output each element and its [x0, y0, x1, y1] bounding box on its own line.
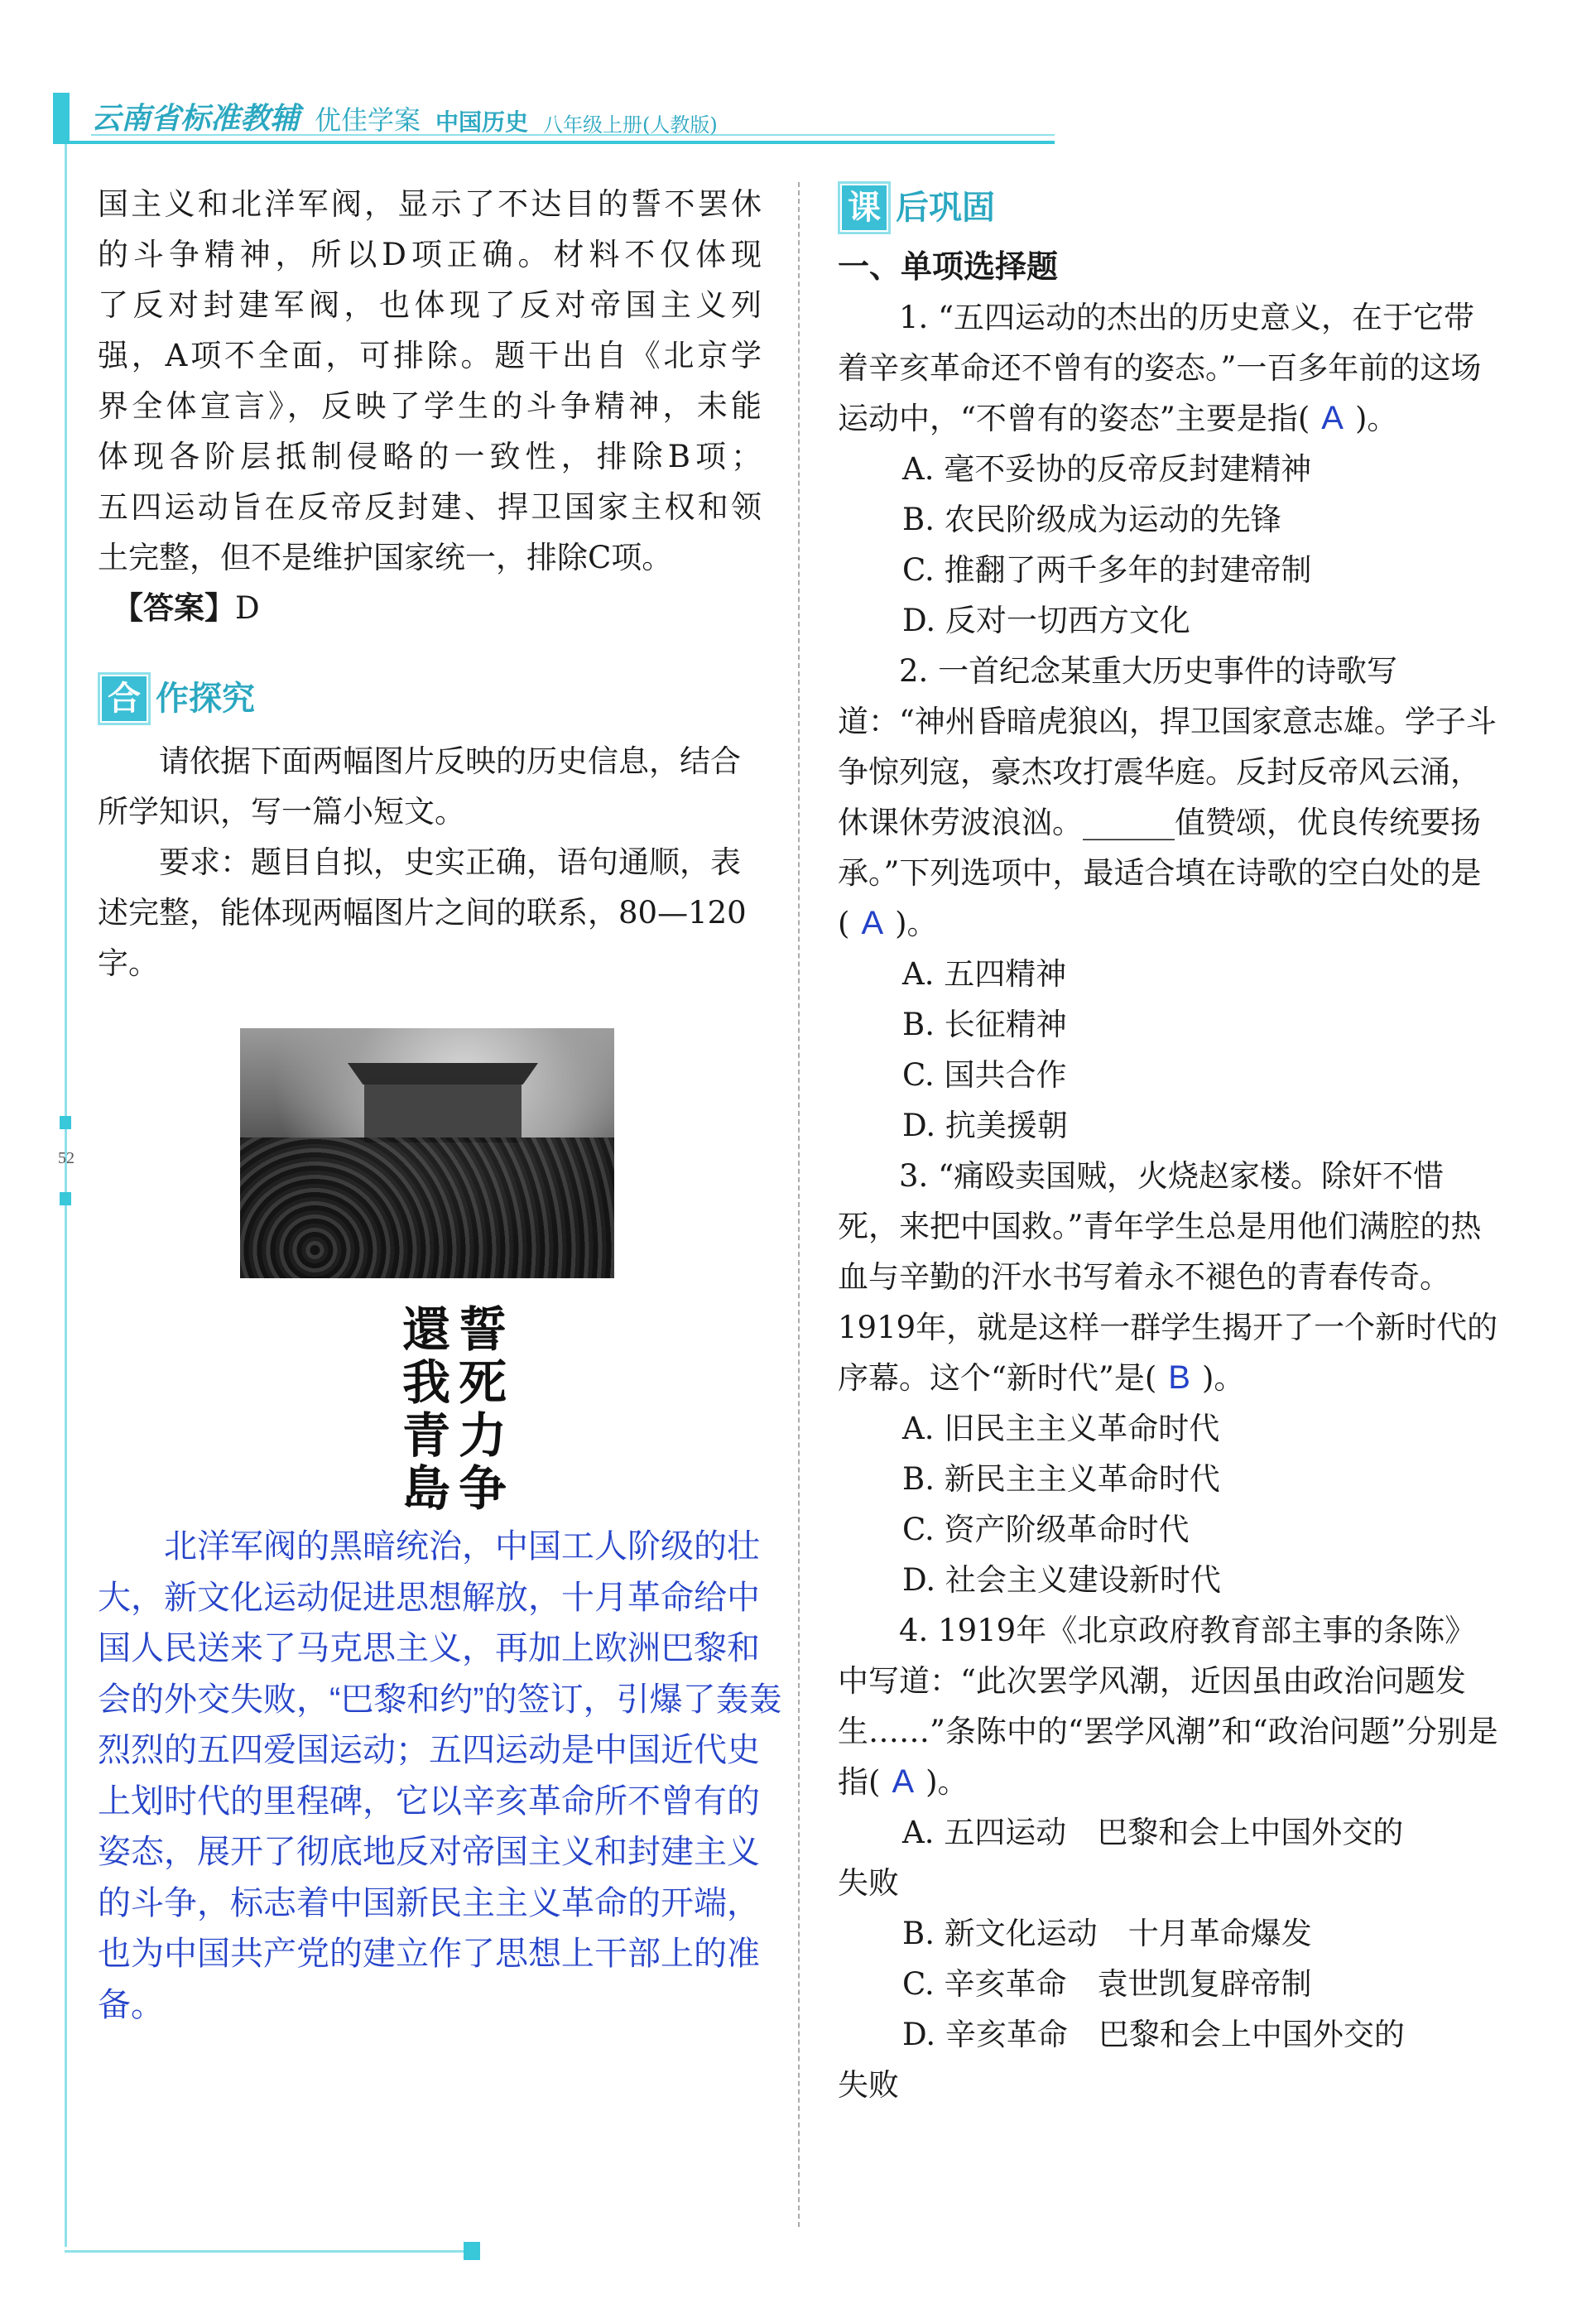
calligraphy-char: 力: [458, 1407, 507, 1464]
question-3-option: C. 资产阶级革命时代: [902, 1512, 1190, 1547]
calligraphy-char: 青: [401, 1407, 450, 1464]
question-2-option: D. 抗美援朝: [902, 1108, 1068, 1143]
header-subject: 中国历史: [435, 108, 529, 136]
calligraphy-slogan: [374, 1303, 507, 1518]
question-4-option: B. 新文化运动 十月革命爆发: [902, 1916, 1312, 1951]
question-1-option: B. 农民阶级成为运动的先锋: [902, 502, 1281, 537]
crowd-shape: [240, 1137, 614, 1278]
header-brand: 云南省标准教辅: [91, 101, 300, 136]
question-3-option: A. 旧民主主义革命时代: [902, 1411, 1220, 1446]
explanation-line: 的斗争精神，所以D项正确。材料不仅体现: [98, 237, 762, 272]
question-4-option: A. 五四运动 巴黎和会上中国外交的: [902, 1815, 1404, 1850]
explanation-line: 了反对封建军阀，也体现了反对帝国主义列: [98, 287, 762, 323]
calligraphy-char: 死: [458, 1354, 507, 1411]
calligraphy-column-right: [459, 1303, 507, 1518]
task-prompt: 请依据下面两幅图片反映的历史信息，结合所学知识，写一篇小短文。: [98, 743, 741, 830]
question-2-option: B. 长征精神: [902, 1007, 1067, 1042]
footer-marker: [464, 2242, 480, 2260]
header-series: 优佳学案: [315, 104, 421, 136]
calligraphy-char: 誓: [458, 1301, 507, 1358]
calligraphy-char: 島: [401, 1460, 450, 1517]
running-header: [91, 98, 718, 137]
question-4-option: C. 辛亥革命 袁世凯复辟帝制: [902, 1966, 1312, 2002]
explanation-line: 国主义和北洋军阀，显示了不达目的誓不罢休: [98, 186, 762, 222]
question-1-option: A. 毫不妥协的反帝反封建精神: [902, 451, 1312, 487]
section-heading-review: [838, 179, 1500, 237]
section-badge-icon: 合: [98, 672, 151, 725]
may-fourth-protest-photo: [240, 1028, 614, 1278]
question-3-stem: 3. “痛殴卖国贼，火烧赵家楼。除奸不惜死，来把中国救。”青年学生总是用他们满腔的热血与辛勤的汗水书写着永不褪色的青春传奇。1919年，就是这样一群学生揭开了一个新时代的序幕。这个“新时代”是( B )。: [838, 1158, 1498, 1396]
question-2-option: C. 国共合作: [902, 1057, 1067, 1093]
tiananmen-gate-shape: [364, 1078, 522, 1142]
question-3-option: B. 新民主主义革命时代: [902, 1461, 1220, 1497]
calligraphy-char: 我: [401, 1354, 450, 1411]
question-4-answer: A: [892, 1763, 915, 1800]
page-number: 52: [58, 1149, 75, 1167]
question-4-stem: 4. 1919年《北京政府教育部主事的条陈》中写道：“此次罢学风潮，近因虽由政治问题发生……”条陈中的“罢学风潮”和“政治问题”分别是指( A )。: [838, 1613, 1498, 1800]
explanation-line: 五四运动旨在反帝反封建、捍卫国家主权和领: [98, 489, 762, 525]
question-1-answer: A: [1321, 400, 1344, 436]
section-heading-cooperation: [98, 670, 762, 728]
question-4-option-wrap: 失败: [838, 2067, 899, 2103]
question-3-option: D. 社会主义建设新时代: [902, 1562, 1221, 1598]
answer-line: [98, 583, 762, 633]
calligraphy-column-left: [402, 1303, 450, 1518]
section-badge-icon: 课: [838, 181, 891, 234]
question-3-answer: B: [1168, 1359, 1190, 1396]
question-1-stem: 1. “五四运动的杰出的历史意义，在于它带着辛亥革命还不曾有的姿态。”一百多年前的这场运动中，“不曾有的姿态”主要是指( A )。: [838, 300, 1482, 436]
explanation-line: 强，A项不全面，可排除。题干出自《北京学: [98, 338, 762, 373]
explanation-line: 界全体宣言》，反映了学生的斗争精神，未能: [98, 388, 762, 424]
section-title: 后巩固: [896, 188, 995, 227]
question-1-option: C. 推翻了两千多年的封建帝制: [902, 552, 1312, 588]
answer-value: D: [235, 590, 260, 626]
left-column: [98, 179, 762, 988]
margin-tab-bottom: [60, 1192, 71, 1205]
section-title: 作探究: [156, 679, 255, 718]
essay-text: 北洋军阀的黑暗统治，中国工人阶级的壮大，新文化运动促进思想解放，十月革命给中国人民送来了马克思主义，再加上欧洲巴黎和会的外交失败，“巴黎和约”的签订，引爆了轰轰烈烈的五四爱国运动；五四运动是中国近代史上划时代的里程碑，它以辛亥革命所不曾有的姿态，展开了彻底地反对帝国主义和封建主义的斗争，标志着中国新民主主义革命的开端，也为中国共产党的建立作了思想上干部上的准备。: [98, 1528, 782, 2023]
question-1-option: D. 反对一切西方文化: [902, 603, 1190, 638]
task-requirement: 要求：题目自拟，史实正确，语句通顺，表述完整，能体现两幅图片之间的联系，80—120字。: [98, 844, 747, 981]
question-2-stem: 2. 一首纪念某重大历史事件的诗歌写道：“神州昏暗虎狼凶，捍卫国家意志雄。学子斗争惊列寇，豪杰攻打震华庭。反封反帝风云涌，休课休劳波浪汹。______值赞颂，优良传统要扬承。”下列选项中，最适合填在诗歌的空白处的是( A )。: [838, 653, 1497, 941]
question-2-answer: A: [861, 905, 884, 941]
question-4-option-wrap: 失败: [838, 1865, 899, 1901]
answer-label: 【答案】: [113, 590, 235, 626]
calligraphy-char: 還: [401, 1301, 450, 1358]
right-column: [838, 179, 1500, 2110]
explanation-line: 土完整，但不是维护国家统一，排除C项。: [98, 540, 673, 575]
part-title: 一、单项选择题: [838, 248, 1059, 285]
header-accent-bar: [53, 93, 70, 141]
margin-tab-top: [60, 1116, 71, 1129]
explanation-line: 体现各阶层抵制侵略的一致性，排除B项；: [98, 439, 762, 474]
question-2-option: A. 五四精神: [902, 956, 1067, 992]
column-divider: [798, 182, 800, 2227]
header-rule: [53, 141, 1055, 144]
footer-rule: [65, 2250, 470, 2253]
calligraphy-char: 争: [458, 1460, 507, 1517]
essay-answer: [98, 1522, 790, 2031]
question-4-option: D. 辛亥革命 巴黎和会上中国外交的: [902, 2017, 1405, 2052]
header-grade: 八年级上册(人教版): [543, 113, 718, 137]
